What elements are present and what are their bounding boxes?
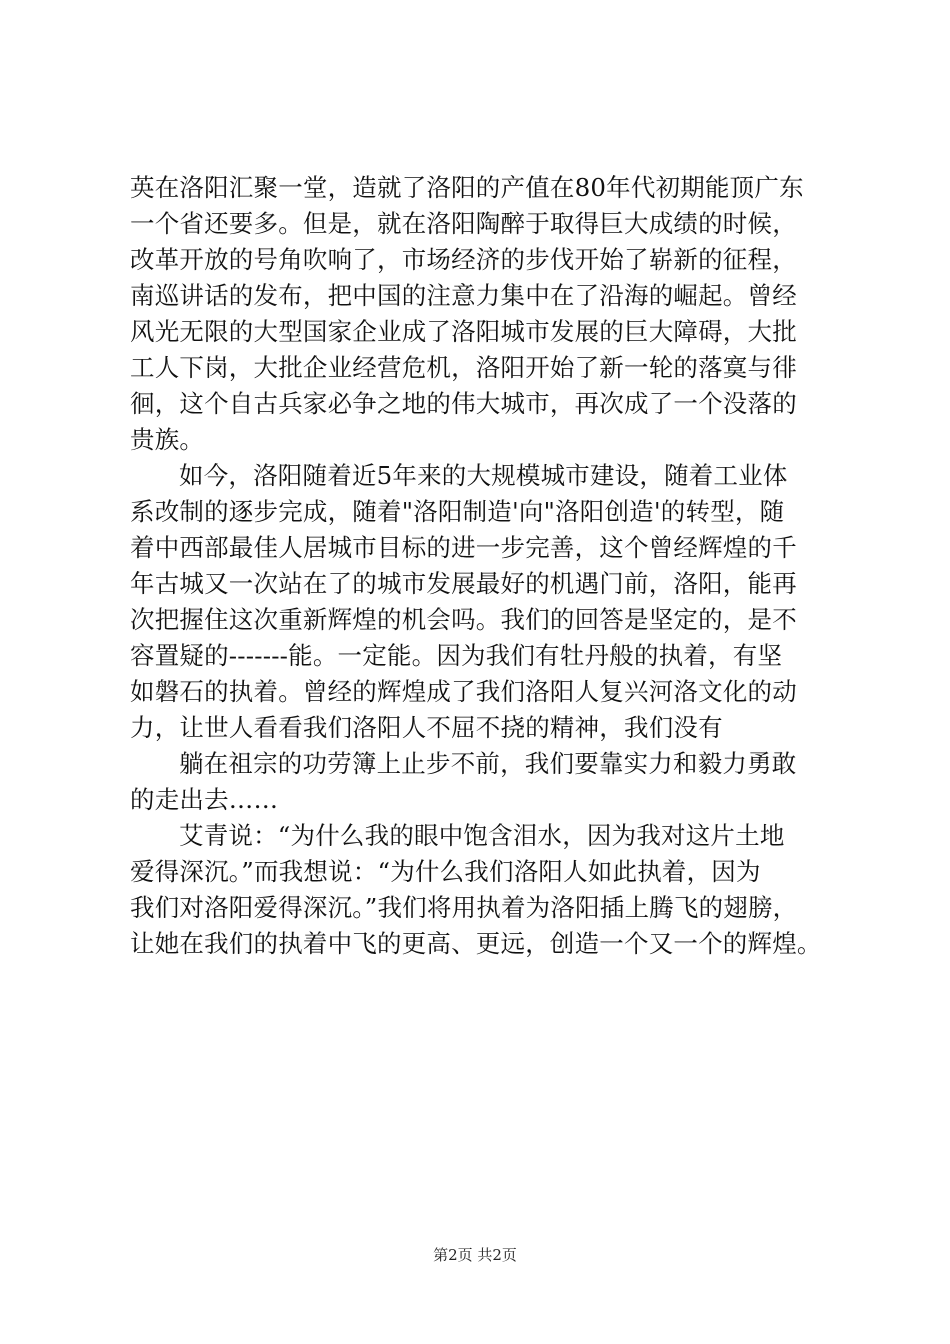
- text-line: 次把握住这次重新辉煌的机会吗。我们的回答是坚定的，是不: [130, 605, 797, 634]
- text-line: 年古城又一次站在了的城市发展最好的机遇门前，洛阳，能再: [130, 569, 797, 598]
- text-line: 工人下岗，大批企业经营危机，洛阳开始了新一轮的落寞与徘: [130, 353, 797, 382]
- text-line: 的走出去……: [130, 785, 279, 814]
- text-line: 如磐石的执着。曾经的辉煌成了我们洛阳人复兴河洛文化的动: [130, 677, 797, 706]
- text-line: 容置疑的-------能。一定能。因为我们有牡丹般的执着，有坚: [130, 641, 783, 670]
- text-line: 我们对洛阳爱得深沉。”我们将用执着为洛阳插上腾飞的翅膀，: [130, 893, 798, 922]
- text-line: 爱得深沉。”而我想说：“为什么我们洛阳人如此执着，因为: [130, 857, 761, 886]
- text-line: 力，让世人看看我们洛阳人不屈不挠的精神，我们没有: [130, 713, 723, 742]
- text-line: 艾青说：“为什么我的眼中饱含泪水，因为我对这片土地: [179, 821, 785, 850]
- text-line: 系改制的逐步完成，随着"洛阳制造'向"洛阳创造'的转型，随: [130, 497, 785, 526]
- page-footer: 第2页 共2页: [433, 1246, 517, 1264]
- body-text: [130, 170, 830, 962]
- text-line: 徊，这个自古兵家必争之地的伟大城市，再次成了一个没落的: [130, 389, 797, 418]
- text-line: 让她在我们的执着中飞的更高、更远，创造一个又一个的辉煌。: [130, 929, 822, 958]
- text-line: 南巡讲话的发布，把中国的注意力集中在了沿海的崛起。曾经: [130, 281, 797, 310]
- text-line: 如今，洛阳随着近5年来的大规模城市建设，随着工业体: [179, 461, 788, 490]
- text-line: 风光无限的大型国家企业成了洛阳城市发展的巨大障碍，大批: [130, 317, 797, 346]
- text-line: 着中西部最佳人居城市目标的进一步完善，这个曾经辉煌的千: [130, 533, 797, 562]
- text-line: 英在洛阳汇聚一堂，造就了洛阳的产值在80年代初期能顶广东: [130, 173, 804, 202]
- text-line: 躺在祖宗的功劳簿上止步不前，我们要靠实力和毅力勇敢: [179, 749, 797, 778]
- text-line: 贵族。: [130, 425, 205, 454]
- text-line: 一个省还要多。但是，就在洛阳陶醉于取得巨大成绩的时候，: [130, 209, 797, 238]
- text-line: 改革开放的号角吹响了，市场经济的步伐开始了崭新的征程，: [130, 245, 797, 274]
